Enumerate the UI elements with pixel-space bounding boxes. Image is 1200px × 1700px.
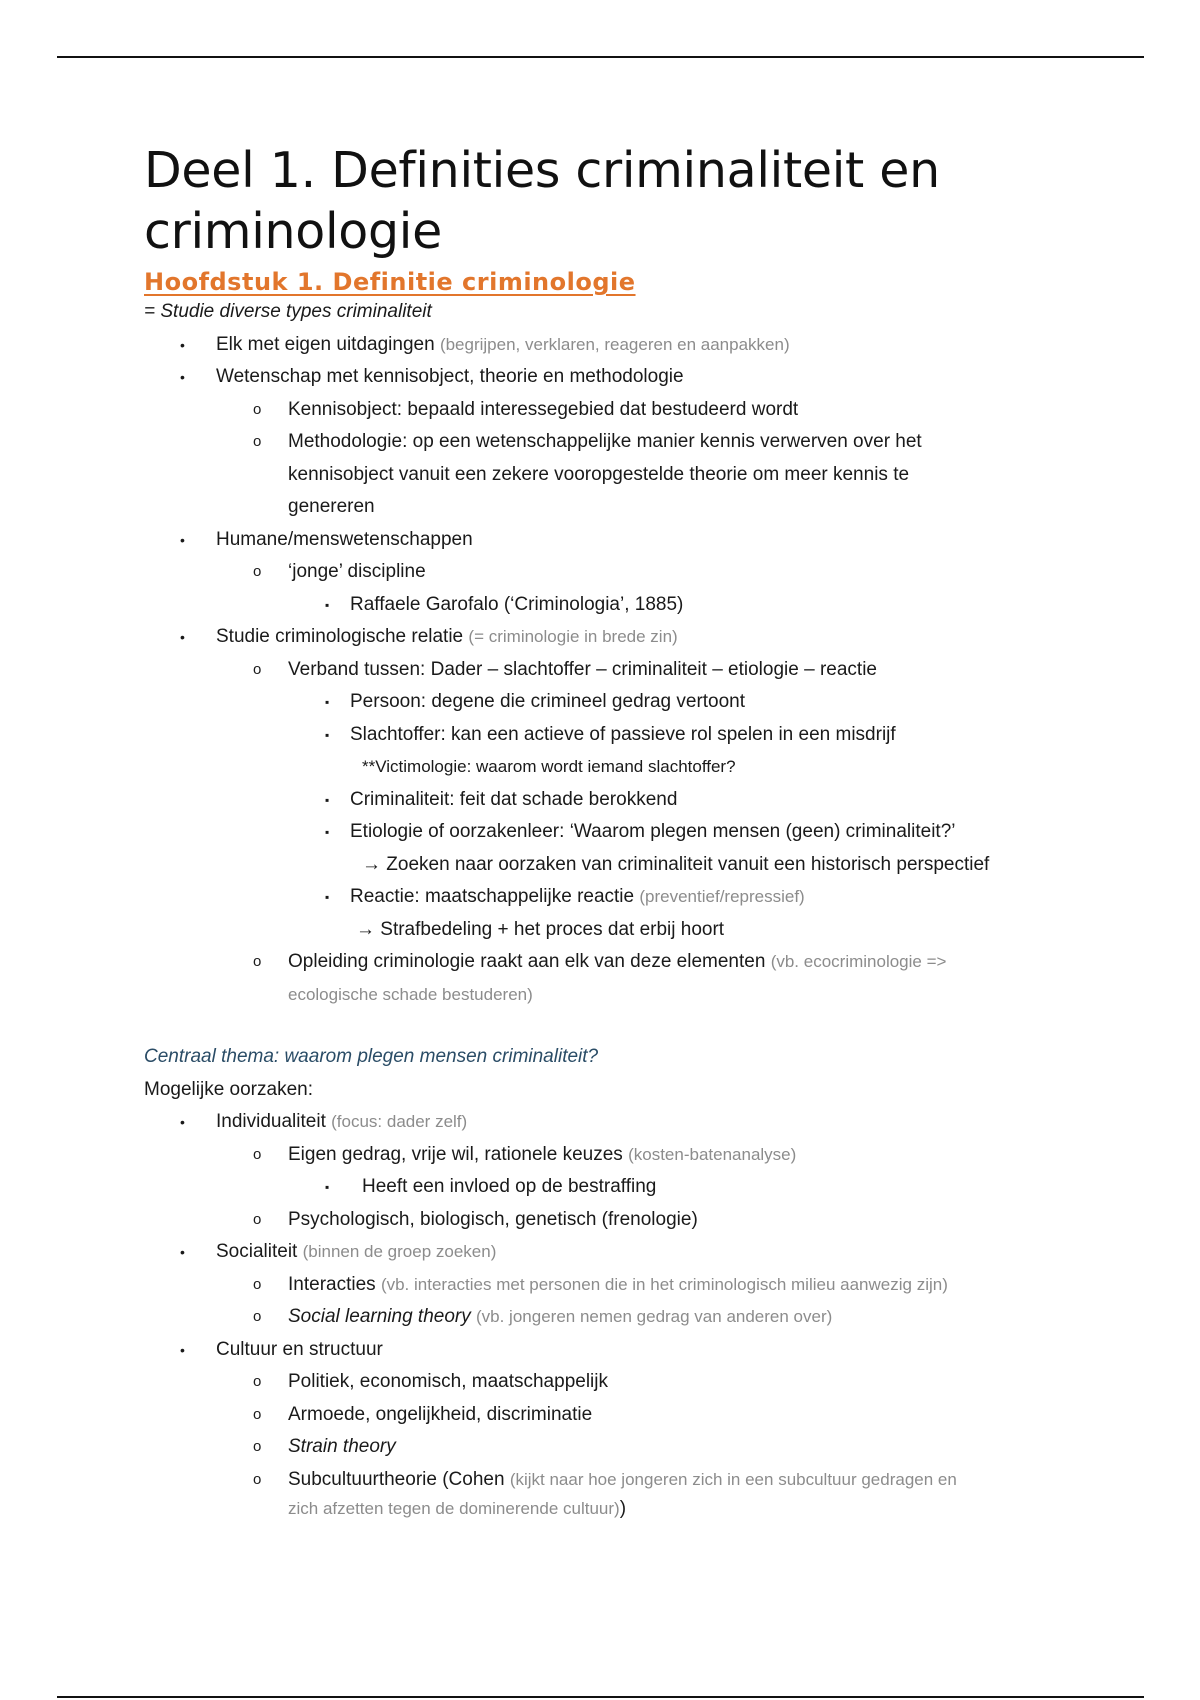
etiology-arrow-note: → Zoeken naar oorzaken van criminaliteit vanuit een historisch perspectief — [362, 853, 990, 875]
header-rule — [57, 56, 1144, 58]
list-item: • Individualiteit (focus: dader zelf) — [144, 1106, 1044, 1139]
victimology-note: **Victimologie: waarom wordt iemand slachtoffer? — [362, 757, 736, 776]
list-item: o Strain theory — [144, 1431, 1044, 1464]
list-item: o Methodologie: op een wetenschappelijke manier kennis verwerven over het — [144, 426, 1044, 459]
list-item: ▪ Heeft een invloed op de bestraffing — [144, 1171, 1044, 1204]
bullet-icon: • — [180, 369, 185, 385]
bullet-icon: • — [180, 336, 185, 353]
list-item: • Humane/menswetenschappen — [144, 524, 1044, 557]
list-item-continuation: kennisobject vanuit een zekere vooropgestelde theorie om meer kennis te — [288, 463, 910, 485]
bullet-icon: • — [180, 531, 185, 548]
circle-bullet-icon: o — [253, 1275, 262, 1293]
circle-bullet-icon: o — [253, 563, 262, 580]
circle-bullet-icon: o — [253, 953, 262, 970]
list-item: • Socialiteit (binnen de groep zoeken) — [144, 1236, 1044, 1269]
bullet-icon: • — [180, 1244, 185, 1260]
list-item: o Eigen gedrag, vrije wil, rationele keuzes (kosten-batenanalyse) — [144, 1139, 1044, 1172]
circle-bullet-icon: o — [253, 1438, 262, 1455]
bullet-icon: • — [180, 629, 185, 645]
footer-rule — [57, 1696, 1144, 1698]
definition-line: = Studie diverse types criminaliteit — [144, 301, 432, 322]
circle-bullet-icon: o — [253, 433, 262, 450]
list-item-continuation: genereren — [288, 496, 375, 517]
square-bullet-icon: ▪ — [325, 597, 330, 612]
list-item: o Psychologisch, biologisch, genetisch (frenologie) — [144, 1204, 1044, 1237]
list-item: ▪ Criminaliteit: feit dat schade berokkend — [144, 784, 1044, 817]
list-item: o Verband tussen: Dader – slachtoffer – criminaliteit – etiologie – reactie — [144, 654, 1044, 687]
chapter-heading: Hoofdstuk 1. Definitie criminologie — [144, 268, 636, 296]
theme-heading: Centraal thema: waarom plegen mensen criminaliteit? — [144, 1046, 599, 1067]
list-item: o Subcultuurtheorie (Cohen (kijkt naar hoe jongeren zich in een subcultuur gedragen en — [144, 1464, 1044, 1497]
list-item-continuation: ecologische schade bestuderen) — [288, 984, 533, 1004]
circle-bullet-icon: o — [253, 1373, 262, 1390]
reaction-arrow-note: → Strafbedeling + het proces dat erbij hoort — [356, 918, 725, 940]
list-item: • Cultuur en structuur — [144, 1334, 1044, 1367]
list-item: • Studie criminologische relatie (= criminologie in brede zin) — [144, 621, 1044, 654]
circle-bullet-icon: o — [253, 400, 262, 418]
circle-bullet-icon: o — [253, 1308, 262, 1325]
circle-bullet-icon: o — [253, 1470, 262, 1488]
list-item-continuation: zich afzetten tegen de dominerende cultuur)) — [288, 1498, 627, 1519]
list-item: • Elk met eigen uitdagingen (begrijpen, verklaren, reageren en aanpakken) — [144, 329, 1044, 362]
square-bullet-icon: ▪ — [325, 890, 330, 904]
circle-bullet-icon: o — [253, 1405, 262, 1423]
list-item: o ‘jonge’ discipline — [144, 556, 1044, 589]
list-item: o Opleiding criminologie raakt aan elk van deze elementen (vb. ecocriminologie => — [144, 946, 1044, 979]
list-item: ▪ Raffaele Garofalo (‘Criminologia’, 1885) — [144, 589, 1044, 622]
list-item: o Politiek, economisch, maatschappelijk — [144, 1366, 1044, 1399]
list-item: ▪ Reactie: maatschappelijke reactie (preventief/repressief) — [144, 881, 1044, 914]
circle-bullet-icon: o — [253, 1210, 262, 1228]
circle-bullet-icon: o — [253, 660, 262, 678]
list-item: ▪ Persoon: degene die crimineel gedrag vertoont — [144, 686, 1044, 719]
square-bullet-icon: ▪ — [325, 1180, 330, 1194]
square-bullet-icon: ▪ — [325, 825, 330, 839]
causes-intro: Mogelijke oorzaken: — [144, 1078, 313, 1100]
list-item: ▪ Etiologie of oorzakenleer: ‘Waarom plegen mensen (geen) criminaliteit?’ — [144, 816, 1044, 849]
list-item: ▪ Slachtoffer: kan een actieve of passieve rol spelen in een misdrijf — [144, 719, 1044, 752]
square-bullet-icon: ▪ — [325, 727, 330, 742]
bullet-icon: • — [180, 1341, 185, 1358]
list-item: o Kennisobject: bepaald interessegebied dat bestudeerd wordt — [144, 394, 1044, 427]
bullet-icon: • — [180, 1114, 185, 1130]
list-item: o Social learning theory (vb. jongeren nemen gedrag van anderen over) — [144, 1301, 1044, 1334]
square-bullet-icon: ▪ — [325, 792, 330, 807]
list-item: o Interacties (vb. interacties met personen die in het criminologisch milieu aanwezig zijn) — [144, 1269, 1044, 1302]
square-bullet-icon: ▪ — [325, 695, 330, 709]
circle-bullet-icon: o — [253, 1145, 262, 1163]
document-page — [144, 140, 1044, 1522]
list-item: o Armoede, ongelijkheid, discriminatie — [144, 1399, 1044, 1432]
list-item: • Wetenschap met kennisobject, theorie en methodologie — [144, 361, 1044, 394]
page-title: Deel 1. Definities criminaliteit en criminologie — [144, 142, 940, 260]
